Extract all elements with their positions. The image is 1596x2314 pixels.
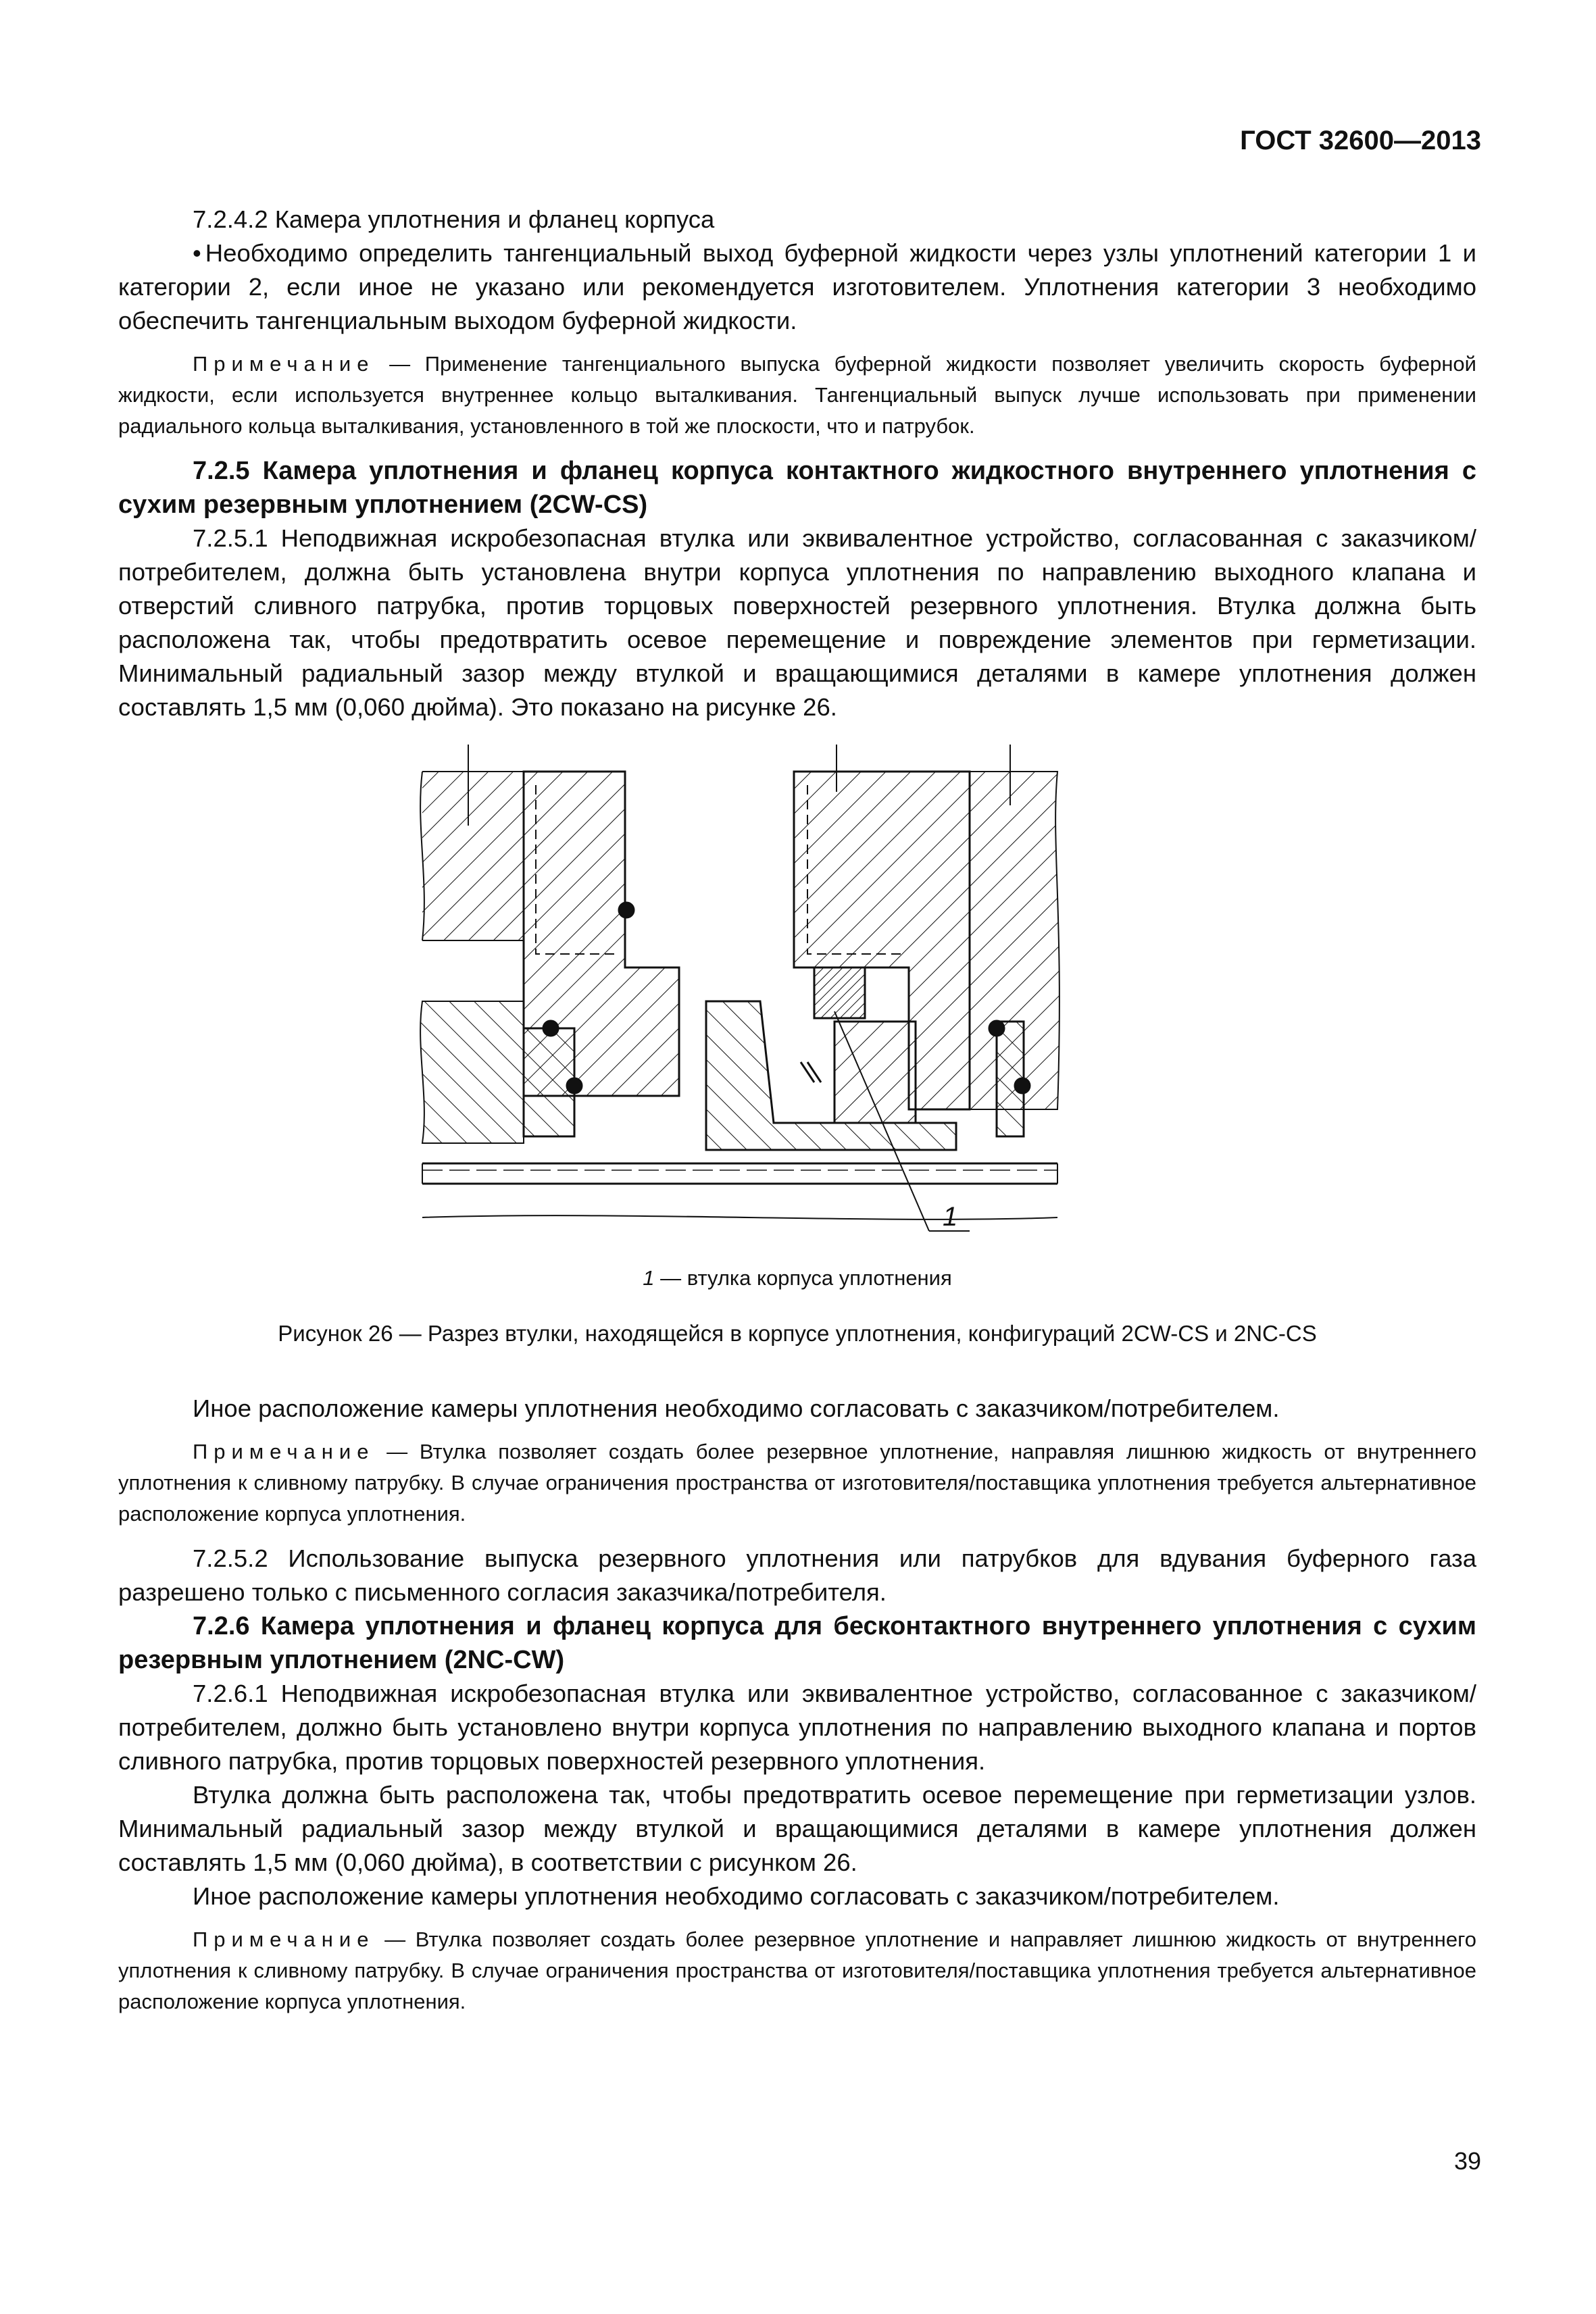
section-7-2-5-2: 7.2.5.2 Использование выпуска резервного уплотнения или патрубков для вдувания буферного газа разрешено только с письменного согласия заказчика/потребителя.: [118, 1544, 1476, 1606]
note-2: [118, 1436, 1476, 1530]
section-7-2-5-heading: 7.2.5 Камера уплотнения и фланец корпуса контактного жидкостного внутреннего уплотнения с сухим резервным уплотнением (2CW-CS): [118, 457, 1476, 519]
page-header-standard: ГОСТ 32600—2013: [1240, 126, 1481, 155]
figure-legend: [118, 1265, 1476, 1292]
legend-text: — втулка корпуса уплотнения: [660, 1266, 952, 1290]
page-number: 39: [1453, 2147, 1481, 2175]
note-1: [118, 349, 1476, 442]
note-1-text: — Применение тангенциального выпуска буферной жидкости позволяет увеличить скорость буферной жидкости, если используется внутреннее кольцо выталкивания. Тангенциальный выпуск лучше использовать при применении радиального кольца выталкивания, установленного в той же плоскости, что и патрубок.: [118, 352, 1476, 438]
bullet-icon: •: [193, 239, 201, 267]
note-3-text: — Втулка позволяет создать более резервное уплотнение и направляет лишнюю жидкость от внутреннего уплотнения к сливному патрубку. В случае ограничения пространства от изготовителя/поставщика уплотнения требуется альтернативное расположение корпуса уплотнения.: [118, 1928, 1476, 2013]
section-7-2-5-1: 7.2.5.1 Неподвижная искробезопасная втулка или эквивалентное устройство, согласованная с заказчиком/потребителем, должна быть установлена внутри корпуса уплотнения по направлению выходного клапана и отверстий сливного патрубка, против торцовых поверхностей резервного уплотнения. Втулка должна быть расположена так, чтобы предотвратить осевое перемещение и повреждение элементов при герметизации. Минимальный радиальный зазор между втулкой и вращающимися деталями в камере уплотнения должен составлять 1,5 мм (0,060 дюйма). Это показано на рисунке 26.: [118, 524, 1476, 721]
section-7-2-6-1: 7.2.6.1 Неподвижная искробезопасная втулка или эквивалентное устройство, согласованное с заказчиком/потребителем, должно быть установлено внутри корпуса уплотнения по направлению выходного клапана и портов сливного патрубка, против торцовых поверхностей резервного уплотнения.: [118, 1680, 1476, 1775]
page-content: [118, 203, 1476, 2030]
bullet-text: Необходимо определить тангенциальный выход буферной жидкости через узлы уплотнений категории 1 и категории 2, если иное не указано или рекомендуется изготовителем. Уплотнения категории 3 необходимо обеспечить тангенциальным выходом буферной жидкости.: [118, 239, 1476, 334]
figure-caption: Рисунок 26 — Разрез втулки, находящейся в корпусе уплотнения, конфигураций 2CW-CS и 2NC-CS: [278, 1321, 1317, 1346]
other-arrangement-2: Иное расположение камеры уплотнения необходимо согласовать с заказчиком/потребителем.: [193, 1882, 1280, 1910]
legend-number: 1: [643, 1266, 655, 1290]
note-2-text: — Втулка позволяет создать более резервное уплотнение, направляя лишнюю жидкость от внутреннего уплотнения к сливному патрубку. В случае ограничения пространства от изготовителя/поставщика уплотнения требуется альтернативное расположение корпуса уплотнения.: [118, 1440, 1476, 1526]
figure-26-drawing: [416, 745, 1064, 1258]
note-2-label: Примечание: [193, 1440, 375, 1463]
figure-26: [118, 745, 1476, 1258]
section-7-2-4-2-bullet: [118, 236, 1476, 338]
section-7-2-6-heading: 7.2.6 Камера уплотнения и фланец корпуса для бесконтактного внутреннего уплотнения с сухим резервным уплотнением (2NC-CW): [118, 1612, 1476, 1674]
other-arrangement-1: Иное расположение камеры уплотнения необходимо согласовать с заказчиком/потребителем.: [193, 1394, 1280, 1422]
figure-callout-1: 1: [943, 1202, 958, 1232]
section-7-2-4-2-title: 7.2.4.2 Камера уплотнения и фланец корпуса: [193, 205, 715, 233]
section-7-2-6-1-continued: Втулка должна быть расположена так, чтобы предотвратить осевое перемещение при герметизации узлов. Минимальный радиальный зазор между втулкой и вращающимися деталями в камере уплотнения должен составлять 1,5 мм (0,060 дюйма), в соответствии с рисунком 26.: [118, 1781, 1476, 1876]
note-1-label: Примечание: [193, 352, 375, 376]
note-3-label: Примечание: [193, 1928, 375, 1951]
note-3: [118, 1924, 1476, 2017]
